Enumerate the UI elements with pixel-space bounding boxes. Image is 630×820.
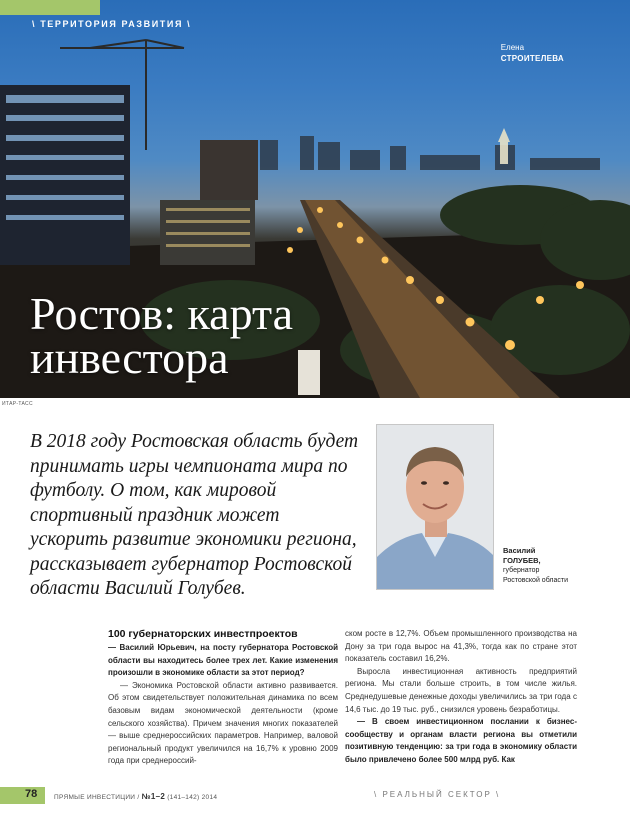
interview-answer-1: — Экономика Ростовской области активно развивается. Об этом свидетельствует положительная динамика по всем базовым видам экономической деятельности (кроме сельского хозяйства). Причем значения многих показателей — выше среднероссийских параметров. Например, валовой региональный продукт увеличился на 16,7% к уровню 2009 года при среднероссий- [108,680,338,766]
caption-role: губернатор [503,567,540,574]
interview-answer-1-continued: ском росте в 12,7%. Объем промышленного производства на Дону за три года вырос на 41,3%, тогда как по стране этот показатель составил 16,2%. [345,629,577,664]
article-title-line1: Ростов: карта [30,288,294,339]
interview-answer-2: Выросла инвестиционная активность предприятий региона. Мы стали больше строить, в том числе жилья. Среднедушевые денежные доходы увеличились за три года с 14,6 тыс. до 19 тыс. руб., снизился уровень безработицы. [345,666,577,714]
article-title-line2: инвестора [30,332,229,383]
section-tab [0,0,100,15]
article-column-1 [108,628,338,768]
article-title [30,288,294,383]
portrait-illustration [377,425,493,589]
magazine-info [54,792,217,801]
section-label: \ ТЕРРИТОРИЯ РАЗВИТИЯ \ [32,19,192,29]
caption-first-name: Василий [503,546,536,555]
author-byline [501,42,564,64]
caption-last-name: ГОЛУБЕВ, [503,556,541,565]
author-first-name: Елена [500,43,525,52]
author-last-name: СТРОИТЕЛЕВА [500,54,564,63]
caption-region: Ростовской области [503,577,568,584]
portrait-caption [503,546,613,586]
magazine-name: ПРЯМЫЕ ИНВЕСТИЦИИ / [54,794,140,801]
issue-detail: (141–142) 2014 [167,794,218,801]
issue-number: №1–2 [141,792,166,801]
photo-credit: ИТАР-ТАСС [2,401,33,407]
lead-paragraph: В 2018 году Ростовская область будет принимать игры чемпионата мира по футболу. О том, как мировой спортивный праздник может ускорить развитие экономики региона, рассказывает губернатор Ростовской области Василий Голубев. [30,431,359,599]
page-number-tab [0,787,45,804]
hero-photo [0,0,630,398]
governor-portrait [376,424,494,590]
page-number: 78 [25,788,38,800]
rubric-label: \ РЕАЛЬНЫЙ СЕКТОР \ [374,790,501,799]
article-subhead: 100 губернаторских инвестпроектов [108,628,298,640]
article-column-2 [345,628,577,767]
interview-question-1: — Василий Юрьевич, на посту губернатора Ростовской области вы находитесь более трех лет. Какие изменения произошли в экономике области за этот период? [108,643,338,678]
interview-question-2: — В своем инвестиционном послании к бизнес-сообществу и органам власти региона вы отметили позитивную тенденцию: за три года в экономику области было привлечено более 500 млрд руб. Как [345,717,577,764]
